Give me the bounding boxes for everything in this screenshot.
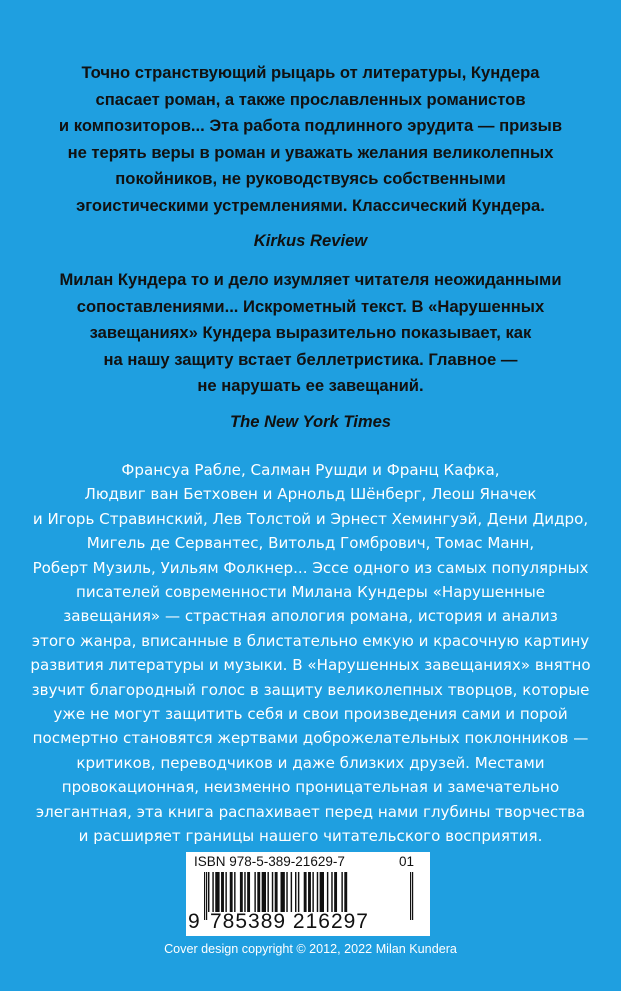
quote-line: и композиторов... Эта работа подлинного эрудита — призыв (58, 116, 563, 135)
quote-line: не терять веры в роман и уважать желания великолепных (67, 142, 554, 162)
blurb-line: развития литературы и музыки. В «Нарушенных завещаниях» внятно (30, 656, 591, 675)
quote-line: не нарушать ее завещаний. (197, 376, 424, 395)
barcode-bar (291, 872, 292, 912)
barcode-bar (281, 872, 285, 912)
blurb-line: писателей современности Милана Кундеры «Нарушенные (75, 583, 546, 602)
barcode-bar (317, 872, 318, 912)
barcode-guard-bar (412, 872, 413, 920)
blurb-line: критиков, переводчиков и даже близких друзей. Местами (76, 753, 545, 772)
quote-source: Kirkus Review (253, 231, 368, 250)
barcode-bar (331, 872, 332, 912)
barcode-first-digit: 9 (188, 910, 201, 933)
barcode-bar (212, 872, 213, 912)
barcode-bar (286, 872, 287, 912)
barcode-bar (240, 872, 243, 912)
barcode-bar (247, 872, 250, 912)
quote-line: эгоистическими устремлениями. Классический Кундера. (76, 195, 545, 215)
barcode-bar (304, 872, 307, 912)
barcode-bar (230, 872, 233, 912)
barcode-guard-bar (410, 872, 411, 920)
book-description (14, 458, 607, 849)
blurb-line: Людвиг ван Бетховен и Арнольд Шёнберг, Леош Яначек (84, 485, 537, 504)
barcode-bar (272, 872, 273, 912)
barcode-bar (308, 872, 311, 912)
review-quote-nyt (30, 267, 591, 435)
barcode-bar (344, 872, 347, 912)
barcode-bar (257, 872, 260, 912)
barcode-guard-bar (204, 872, 205, 920)
blurb-line: посмертно становятся жертвами доброжелательных поклонников — (32, 729, 589, 748)
quote-source: The New York Times (229, 411, 392, 431)
blurb-line: и расширяет границы нашего читательского восприятия. (78, 827, 543, 846)
barcode-bar (295, 872, 296, 912)
barcode-bar (215, 872, 219, 912)
quote-line: на нашу защиту встает беллетристика. Главное — (103, 349, 518, 369)
blurb-line: этого жанра, вписанные в блистательно емкую и красочную картину (31, 631, 590, 650)
barcode-bar (298, 872, 299, 912)
blurb-line: элегантная, эта книга распахивает перед нами глубины творчества (35, 802, 586, 821)
barcode-addon-code: 01 (398, 854, 414, 869)
barcode-bar (320, 872, 324, 912)
review-quote-kirkus (30, 60, 591, 255)
barcode-bar (225, 872, 226, 912)
barcode-digit-groups: 785389 216297 (210, 910, 369, 933)
quote-line: спасает роман, а также прославленных романистов (95, 89, 526, 109)
blurb-line: Мигель де Сервантес, Витольд Гомбрович, Томас Манн, (86, 534, 535, 553)
barcode-bar (234, 872, 235, 912)
barcode-bar (334, 872, 337, 912)
blurb-line: Франсуа Рабле, Салман Рушди и Франц Кафка, (121, 461, 500, 479)
barcode-bar (312, 872, 313, 912)
quote-line: Милан Кундера то и дело изумляет читателя неожиданными (59, 270, 562, 289)
quote-line: сопоставлениями... Искрометный текст. В «Нарушенных (76, 296, 545, 316)
barcode-bar (262, 872, 266, 912)
isbn-label-row (194, 854, 422, 871)
blurb-line: уже не могут защитить себя и свои произведения сами и порой (53, 705, 568, 724)
blurb-line: Роберт Музиль, Уильям Фолкнер... Эссе одного из самых популярных (32, 558, 589, 577)
barcode-guard-bar (206, 872, 207, 920)
quote-line: покойников, не руководствуясь собственными (115, 169, 506, 188)
blurb-line: завещания» — страстная апология романа, история и анализ (63, 607, 558, 626)
blurb-line: и Игорь Стравинский, Лев Толстой и Эрнест Хемингуэй, Дени Дидро, (32, 509, 589, 528)
cover-copyright: Cover design copyright © 2012, 2022 Milan Kundera (164, 942, 457, 956)
barcode-bar (341, 872, 342, 912)
barcode-bar (221, 872, 224, 912)
blurb-line: провокационная, неизменно проницательная и замечательно (61, 778, 560, 797)
quote-line: завещаниях» Кундера выразительно показывает, как (89, 323, 532, 342)
barcode-bar (208, 872, 209, 912)
isbn-barcode (186, 852, 430, 936)
blurb-line: звучит благородный голос в защиту великолепных творцов, которые (31, 680, 590, 699)
barcode-bar (244, 872, 245, 912)
barcode-bar (327, 872, 328, 912)
barcode-bar (275, 872, 278, 912)
barcode-bar (254, 872, 255, 912)
isbn-label: ISBN 978-5-389-21629-7 (194, 854, 345, 869)
barcode-bar (267, 872, 268, 912)
quote-line: Точно странствующий рыцарь от литературы, Кундера (81, 63, 540, 82)
